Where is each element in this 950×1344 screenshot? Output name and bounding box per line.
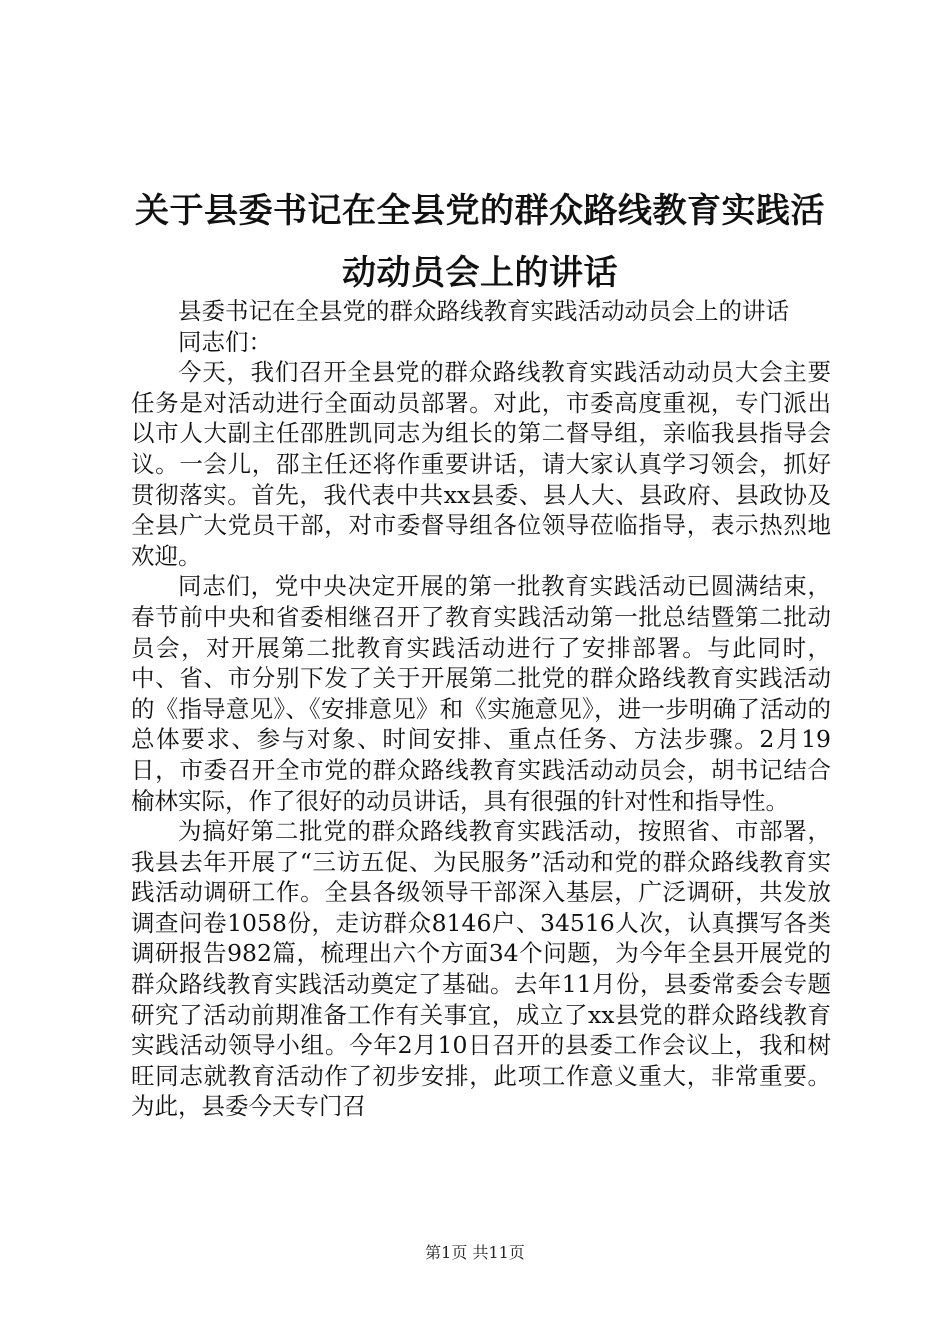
title-line-2: 动动员会上的讲话	[342, 253, 618, 293]
body-paragraph: 同志们，党中央决定开展的第一批教育实践活动已圆满结束，春节前中央和省委相继召开了教育实践活动第一批总结暨第二批动员会，对开展第二批教育实践活动进行了安排部署。与此同时，中、省、市分别下发了关于开展第二批党的群众路线教育实践活动的《指导意见》、《安排意见》和《实施意见》，进一步明确了活动的总体要求、参与对象、时间安排、重点任务、方法步骤。2月19日，市委召开全市党的群众路线教育实践活动动员会，胡书记结合榆林实际，作了很好的动员讲话，具有很强的针对性和指导性。	[131, 572, 831, 815]
salutation-paragraph: 同志们：	[178, 327, 272, 356]
document-title	[120, 180, 840, 304]
title-line-1: 关于县委书记在全县党的群众路线教育实践活	[135, 191, 825, 231]
document-body	[131, 296, 831, 1122]
body-paragraph: 今天，我们召开全县党的群众路线教育实践活动动员大会主要任务是对活动进行全面动员部署。对此，市委高度重视，专门派出以市人大副主任邵胜凯同志为组长的第二督导组，亲临我县指导会议。一会儿，邵主任还将作重要讲话，请大家认真学习领会，抓好贯彻落实。首先，我代表中共xx县委、县人大、县政府、县政协及全县广大党员干部，对市委督导组各位领导莅临指导，表示热烈地欢迎。	[131, 358, 831, 570]
body-paragraph: 为搞好第二批党的群众路线教育实践活动，按照省、市部署，我县去年开展了“三访五促、为民服务”活动和党的群众路线教育实践活动调研工作。全县各级领导干部深入基层，广泛调研，共发放调查问卷1058份，走访群众8146户、34516人次，认真撰写各类调研报告982篇，梳理出六个方面34个问题，为今年全县开展党的群众路线教育实践活动奠定了基础。去年11月份，县委常委会专题研究了活动前期准备工作有关事宜，成立了xx县党的群众路线教育实践活动领导小组。今年2月10日召开的县委工作会议上，我和树旺同志就教育活动作了初步安排，此项工作意义重大，非常重要。为此，县委今天专门召	[131, 817, 831, 1121]
subtitle-paragraph: 县委书记在全县党的群众路线教育实践活动动员会上的讲话	[178, 297, 789, 325]
page-footer: 第1页 共11页	[425, 1243, 525, 1262]
